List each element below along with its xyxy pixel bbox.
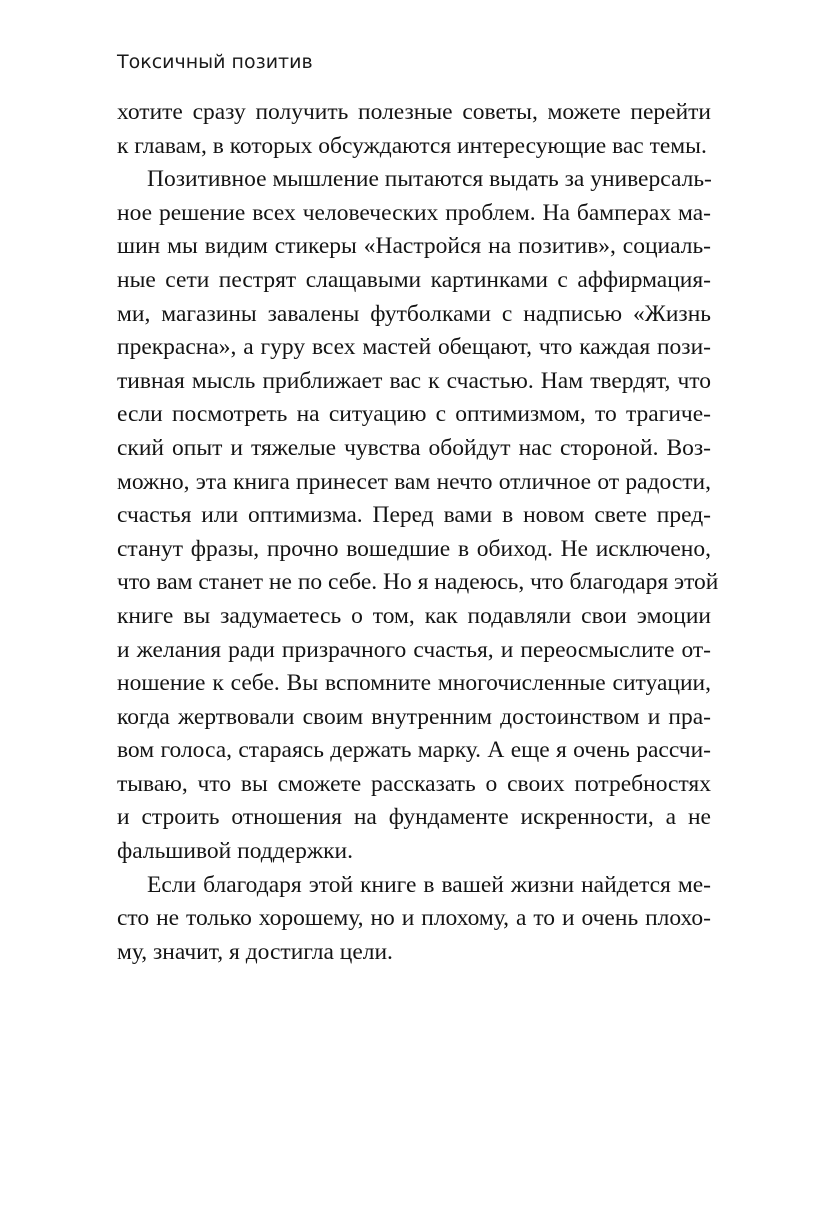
running-head: Токсичный позитив [117,51,313,73]
text-line: му, значит, я достигла цели. [117,938,393,965]
text-line: прекрасна», а гуру всех мастей обещают, что каждая пози- [117,334,711,361]
paragraph-3 [117,869,711,970]
text-line: ский опыт и тяжелые чувства обойдут нас стороной. Воз- [117,434,711,461]
text-line: станут фразы, прочно вошедшие в обиход. Не исключено, [117,535,711,562]
text-line: шин мы видим стикеры «Настройся на позитив», социаль- [117,233,711,260]
text-line: хотите сразу получить полезные советы, можете перейти [117,99,711,125]
text-line: можно, эта книга принесет вам нечто отличное от радости, [117,468,711,495]
text-line: к главам, в которых обсуждаются интересующие вас темы. [117,132,707,159]
text-line: ми, магазины завалены футболками с надписью «Жизнь [117,300,711,327]
text-line: книге вы задумаетесь о том, как подавляли свои эмоции [117,602,711,629]
text-line: когда жертвовали своим внутренним достоинством и пра- [117,703,711,730]
text-line: фальшивой поддержки. [117,838,353,865]
text-line: если посмотреть на ситуацию с оптимизмом, то трагиче- [117,401,711,428]
text-line: что вам станет не по себе. Но я надеюсь, что благодаря этой [117,569,719,596]
text-line: сто не только хорошему, но и плохому, а то и очень плохо- [117,905,711,932]
text-line: Если благодаря этой книге в вашей жизни найдется ме- [147,871,711,898]
text-line: Позитивное мышление пытаются выдать за универсаль- [147,166,712,193]
text-line: счастья или оптимизма. Перед вами в новом свете пред- [117,502,711,529]
text-line: ное решение всех человеческих проблем. На бамперах ма- [117,199,711,226]
text-line: тываю, что вы сможете рассказать о своих потребностях [117,770,711,797]
text-line: ные сети пестрят слащавыми картинками с аффирмация- [117,266,711,293]
body-text [117,96,719,969]
text-line: тивная мысль приближает вас к счастью. Нам твердят, что [117,367,711,394]
text-line: и строить отношения на фундаменте искренности, а не [117,804,711,831]
text-line: ношение к себе. Вы вспомните многочисленные ситуации, [117,670,711,697]
paragraph-2 [117,163,719,868]
paragraph-1 [117,96,711,163]
text-line: и желания ради призрачного счастья, и переосмыслите от- [117,636,711,663]
text-line: вом голоса, стараясь держать марку. А еще я очень рассчи- [117,737,711,764]
